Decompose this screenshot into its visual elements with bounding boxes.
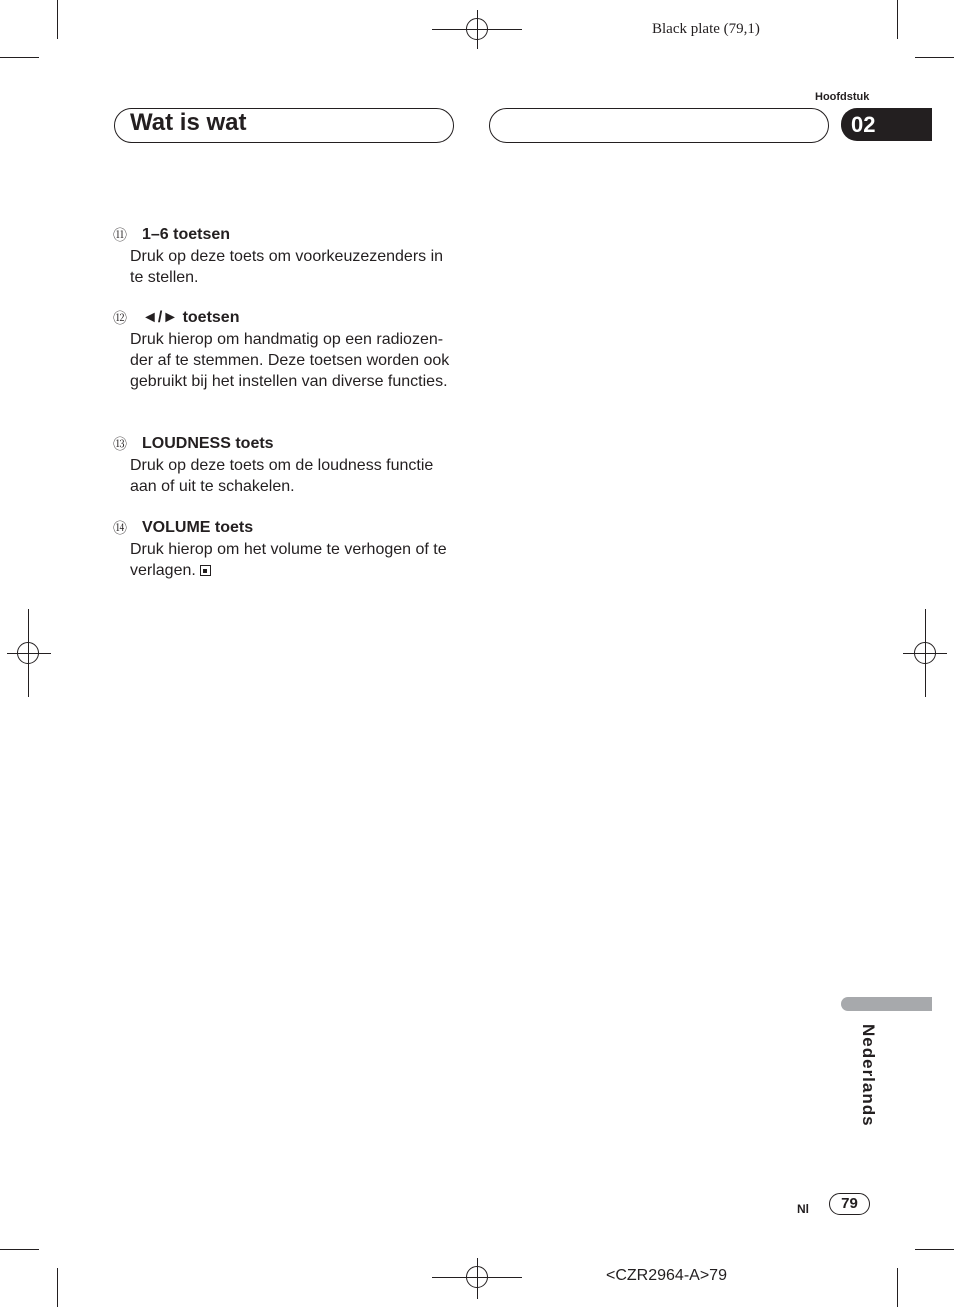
item-heading: ◄/► toetsen: [142, 309, 240, 326]
item-heading: VOLUME toets: [142, 519, 254, 536]
item-body: [130, 539, 460, 581]
language-tab: [841, 997, 932, 1011]
item-number: ⑪: [113, 227, 127, 243]
subtitle-frame: [489, 108, 829, 143]
crop-mark: [897, 0, 898, 39]
language-code: Nl: [797, 1202, 809, 1216]
page-title: Wat is wat: [130, 109, 247, 136]
crop-mark: [0, 1249, 39, 1250]
crop-mark: [915, 57, 954, 58]
document-code: <CZR2964-A>79: [606, 1267, 727, 1284]
item-number: ⑭: [113, 520, 127, 536]
crop-mark: [0, 57, 39, 58]
crop-mark: [915, 1249, 954, 1250]
plate-label: Black plate (79,1): [652, 21, 760, 37]
language-label: Nederlands: [859, 1024, 878, 1127]
stop-square-icon: [200, 565, 211, 576]
item-heading: 1–6 toetsen: [142, 226, 231, 243]
crop-mark: [57, 0, 58, 39]
item-body-text: Druk hierop om het volume te verhogen of te verlagen.: [130, 541, 447, 579]
item-number: ⑫: [113, 310, 127, 326]
chapter-number: 02: [851, 112, 876, 137]
crop-mark: [57, 1268, 58, 1307]
item-body: Druk hierop om handmatig op een radiozen-der af te stemmen. Deze toetsen worden ook gebruikt bij het instellen van diverse functies.: [130, 331, 450, 390]
chapter-label: Hoofdstuk: [815, 91, 870, 103]
item-body: Druk op deze toets om voorkeuzezenders in te stellen.: [130, 248, 444, 286]
item-number: ⑬: [113, 436, 127, 452]
page-number: 79: [829, 1193, 870, 1215]
crop-mark: [897, 1268, 898, 1307]
item-body: Druk op deze toets om de loudness functie aan of uit te schakelen.: [130, 457, 434, 495]
item-heading: LOUDNESS toets: [142, 435, 274, 452]
